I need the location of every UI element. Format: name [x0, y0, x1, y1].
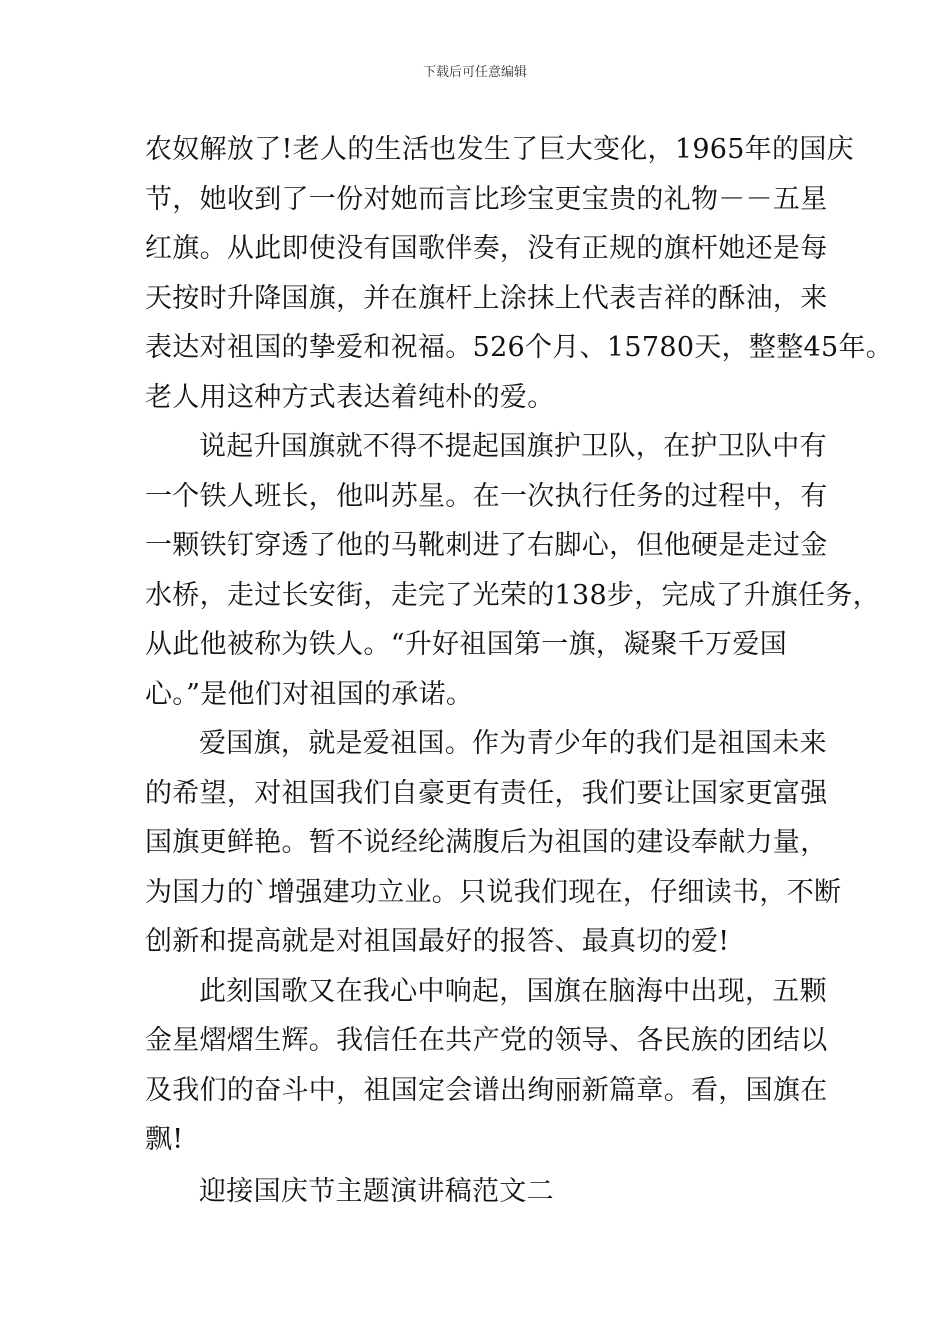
- paragraph-line: 飘!: [145, 1124, 184, 1155]
- paragraph-line: 为国力的`增强建功立业。只说我们现在，仔细读书，不断: [145, 876, 842, 908]
- section-title: 迎接国庆节主题演讲稿范文二: [199, 1175, 554, 1207]
- paragraph-3: [145, 719, 842, 967]
- paragraph-1: [145, 125, 894, 422]
- paragraph-line: 创新和提高就是对祖国最好的报答、最真切的爱!: [145, 926, 730, 957]
- paragraph-line: 从此他被称为铁人。“升好祖国第一旗，凝聚千万爱国: [145, 629, 788, 660]
- paragraph-line: 农奴解放了!老人的生活也发生了巨大变化，1965年的国庆: [145, 134, 854, 165]
- paragraph-line: 红旗。从此即使没有国歌伴奏，没有正规的旗杆她还是每: [145, 233, 828, 264]
- paragraph-line: 金星熠熠生辉。我信任在共产党的领导、各民族的团结以: [145, 1025, 828, 1056]
- paragraph-line: 说起升国旗就不得不提起国旗护卫队，在护卫队中有: [199, 431, 827, 462]
- paragraph-4: [145, 967, 828, 1165]
- paragraph-line: 心。”是他们对祖国的承诺。: [145, 678, 474, 710]
- paragraph-line: 爱国旗，就是爱祖国。作为青少年的我们是祖国未来: [199, 728, 827, 759]
- page-header: 下载后可任意编辑: [422, 65, 527, 80]
- paragraph-line: 水桥，走过长安街，走完了光荣的138步，完成了升旗任务，: [145, 579, 880, 611]
- paragraph-line: 天按时升降国旗，并在旗杆上涂抹上代表吉祥的酥油，来: [145, 282, 828, 314]
- paragraph-line: 老人用这种方式表达着纯朴的爱。: [145, 381, 555, 413]
- paragraph-2: [145, 422, 880, 719]
- document-body: [145, 125, 894, 1216]
- paragraph-line: 一个铁人班长，他叫苏星。在一次执行任务的过程中，有: [145, 480, 828, 512]
- paragraph-line: 此刻国歌又在我心中响起，国旗在脑海中出现，五颗: [199, 975, 827, 1007]
- paragraph-line: 一颗铁钉穿透了他的马靴刺进了右脚心，但他硬是走过金: [145, 530, 828, 561]
- paragraph-line: 国旗更鲜艳。暂不说经纶满腹后为祖国的建设奉献力量，: [145, 827, 828, 858]
- paragraph-line: 表达对祖国的挚爱和祝福。526个月、15780天，整整45年。: [145, 332, 894, 363]
- paragraph-line: 的希望，对祖国我们自豪更有责任，我们要让国家更富强: [145, 777, 828, 809]
- paragraph-line: 节，她收到了一份对她而言比珍宝更宝贵的礼物－－五星: [145, 183, 828, 215]
- paragraph-line: 及我们的奋斗中，祖国定会谱出绚丽新篇章。看，国旗在: [145, 1074, 828, 1106]
